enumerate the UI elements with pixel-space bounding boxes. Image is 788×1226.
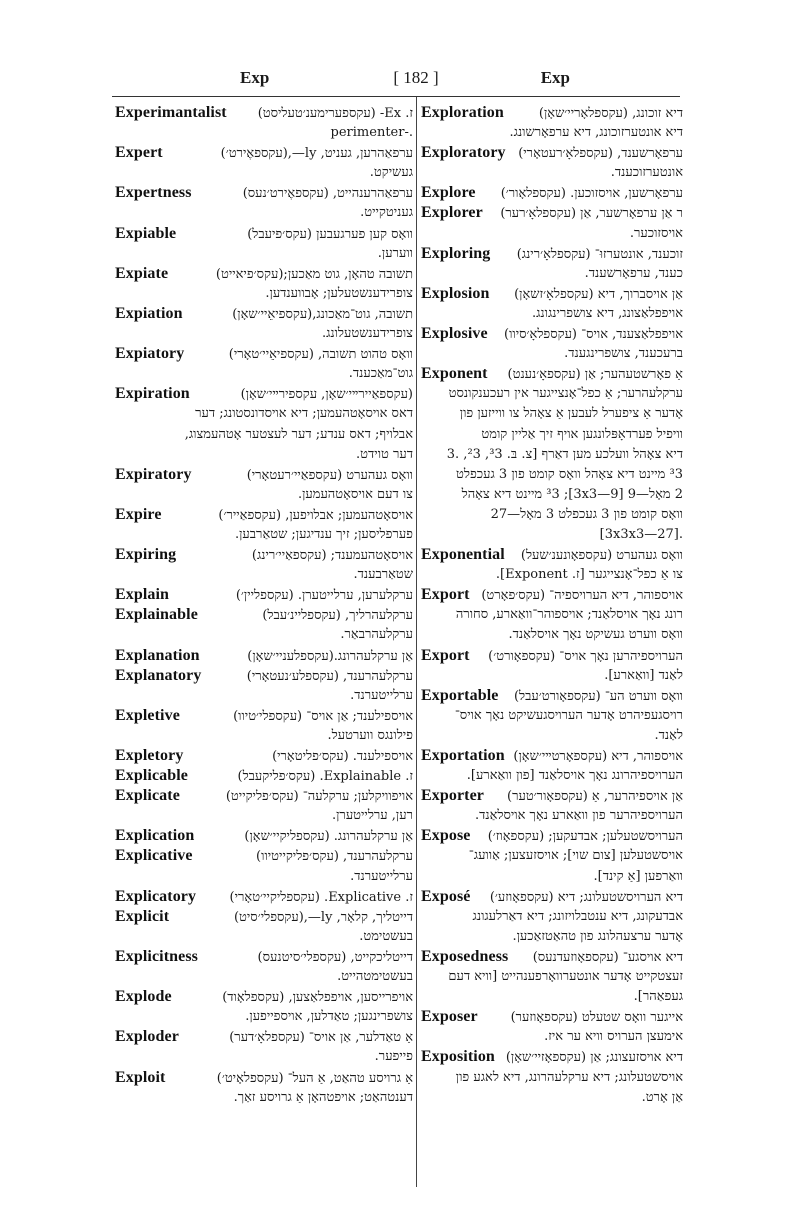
definition-text: לאַנד. bbox=[654, 727, 683, 743]
dictionary-entry bbox=[421, 947, 683, 967]
definition-text: ערפאַהרענהייט, (עקספאֶירט׳נעס) bbox=[242, 186, 413, 202]
dictionary-entry bbox=[115, 666, 413, 686]
definition-text: 2 מאָל—9 [3x3—9]; ³3 מיינט דיא צאָהל bbox=[461, 486, 683, 502]
definition-text: וואָס ווערט הע־ (עקספאָורט׳עבל) bbox=[513, 688, 683, 704]
definition-text: אַן אויספיהרער, אַ (עקספאָור׳טער) bbox=[507, 789, 683, 805]
definition-text: פילונגס ווערטעל. bbox=[327, 727, 413, 743]
definition-text: הערויסשטעלען; אבדעקען; (עקספאָוז׳) bbox=[487, 829, 683, 845]
left-column bbox=[115, 103, 413, 1108]
definition-text: בעשטימטהייט. bbox=[337, 969, 413, 985]
dictionary-entry bbox=[115, 384, 413, 404]
headword: Exposition bbox=[421, 1048, 495, 1066]
dictionary-entry bbox=[115, 545, 413, 565]
entry-continuation bbox=[421, 304, 683, 324]
definition-text: אַן אויסברוך, דיא (עקספלאָ׳זשאָן) bbox=[514, 286, 683, 302]
definition-text: אויספוהר, דיא הערויספיה־ (עקס׳פאָרט) bbox=[481, 588, 683, 604]
definition-text: רען, ערלייטערן. bbox=[331, 808, 413, 824]
definition-text: געשיקט. bbox=[369, 165, 413, 181]
entry-continuation bbox=[115, 525, 413, 545]
header-rule bbox=[112, 96, 680, 97]
dictionary-entry bbox=[421, 585, 683, 605]
entry-continuation bbox=[421, 927, 683, 947]
definition-text: אַ גרויסע טהאַט, אַ העל־ (עקספלאָיט׳) bbox=[216, 1070, 413, 1086]
entry-continuation bbox=[421, 726, 683, 746]
headword: Exploration bbox=[421, 104, 504, 121]
definition-text: וואָס קומט פון 3 געכפלט 3 מאָל—27 bbox=[490, 506, 683, 522]
definition-text: אויספילענד; אַן אויס־ (עקספלי׳טיוו) bbox=[233, 708, 413, 724]
headword: Expose bbox=[421, 827, 471, 845]
headword: Experimantalist bbox=[115, 104, 227, 121]
definition-text: ערפאַהרען, געניט, ly—,(עקספאֶירט׳) bbox=[220, 146, 413, 162]
definition-text: .[3x3x3—27] bbox=[599, 526, 683, 542]
dictionary-entry bbox=[115, 264, 413, 284]
dictionary-entry bbox=[421, 746, 683, 766]
definition-text: לאַנד [וואַארע]. bbox=[604, 667, 683, 683]
headword: Exponential bbox=[421, 546, 505, 564]
entry-continuation bbox=[115, 1007, 413, 1027]
definition-text: אבדעקונג, דיא ענטבלויזונג; דיא דאַרלעגונג bbox=[472, 908, 683, 924]
dictionary-entry bbox=[115, 706, 413, 726]
headword: Exposedness bbox=[421, 947, 509, 965]
dictionary-entry bbox=[115, 646, 413, 666]
definition-text: געניטקייט. bbox=[360, 205, 413, 221]
headword: Explode bbox=[115, 988, 172, 1006]
headword: Explicitness bbox=[115, 947, 198, 965]
entry-continuation bbox=[115, 1047, 413, 1067]
dictionary-entry bbox=[421, 646, 683, 666]
dictionary-entry bbox=[115, 143, 413, 163]
headword: Exposé bbox=[421, 887, 471, 905]
headword: Explosion bbox=[421, 284, 490, 302]
dictionary-entry bbox=[115, 344, 413, 364]
definition-text: תשובה, גוט־מאַכונג,(עקספיאֵיי׳שאָן) bbox=[232, 306, 413, 322]
entry-continuation bbox=[421, 485, 683, 505]
entry-continuation bbox=[115, 625, 413, 645]
definition-text: ערקלערען, ערלייטערן. (עקספליין׳) bbox=[235, 588, 413, 604]
definition-text: דיא אויסגע־ (עקספאָוזעדנעס) bbox=[532, 949, 683, 965]
headword: Explainable bbox=[115, 606, 198, 624]
right-guide-word: Exp bbox=[540, 68, 570, 87]
dictionary-entry bbox=[115, 585, 413, 605]
headword: Explosive bbox=[421, 325, 488, 343]
definition-text: וואָס געהערט (עקספאַיי׳רעטאָרי) bbox=[246, 467, 413, 483]
definition-text: ערקלעהרבאַר. bbox=[340, 627, 413, 643]
entry-continuation bbox=[115, 123, 413, 143]
dictionary-entry bbox=[115, 786, 413, 806]
headword: Explicable bbox=[115, 767, 189, 785]
column-divider bbox=[416, 97, 417, 1187]
definition-text: ערקלעהרער; אַ כפל־אָנצייגער אין רעכענקונסט bbox=[448, 386, 683, 402]
entry-continuation bbox=[421, 505, 683, 525]
definition-text: ר אַן ערפאָרשער, אַן (עקספלאָ׳רער) bbox=[500, 206, 683, 222]
entry-continuation bbox=[421, 907, 683, 927]
page-number: [ 182 ] bbox=[393, 68, 439, 87]
entry-continuation bbox=[421, 766, 683, 786]
headword: Exportable bbox=[421, 686, 499, 704]
dictionary-entry bbox=[115, 1027, 413, 1047]
definition-text: צו דעם אויסאָטהעמען. bbox=[297, 486, 413, 502]
entry-continuation bbox=[421, 867, 683, 887]
definition-text: כענד, ערפאָרשענד. bbox=[584, 265, 683, 281]
entry-continuation bbox=[421, 1088, 683, 1108]
definition-text: דער טוידט. bbox=[356, 446, 413, 462]
dictionary-entry bbox=[115, 304, 413, 324]
entry-continuation bbox=[421, 706, 683, 726]
dictionary-entry bbox=[421, 826, 683, 846]
definition-text: אויפפלאַצענד, אויס־ (עקספלאָ׳סיוו) bbox=[504, 327, 683, 343]
definition-text: וויפיל פערדאָפּלונגען אויף זיך אַליין קומט bbox=[481, 426, 683, 442]
headword: Exposer bbox=[421, 1008, 478, 1026]
dictionary-entry bbox=[115, 505, 413, 525]
definition-text: דייטליך, קלאָר, ly—,(עקספלי׳סיט) bbox=[233, 909, 413, 925]
entry-continuation bbox=[115, 364, 413, 384]
dictionary-entry bbox=[421, 1047, 683, 1067]
definition-text: .-perimenter bbox=[330, 125, 413, 141]
headword: Explicit bbox=[115, 907, 170, 925]
headword: Expiate bbox=[115, 264, 169, 282]
headword: Exponent bbox=[421, 365, 488, 383]
entry-continuation bbox=[115, 404, 413, 424]
headword: Expiation bbox=[115, 304, 183, 322]
definition-text: אויפוויקלען; ערקלעה־ (עקס׳פליקייט) bbox=[225, 789, 413, 805]
definition-text: ערלייטערנד. bbox=[350, 687, 413, 703]
definition-text: אַ טאַדלער, אַן אויס־ (עקספלאָ׳דער) bbox=[229, 1030, 413, 1046]
dictionary-entry bbox=[421, 143, 683, 163]
entry-continuation bbox=[421, 967, 683, 987]
definition-text: תשובה טהאָן, גוט מאַכען;(עקס׳פיאייט) bbox=[215, 266, 413, 282]
definition-text: אבלויף; דאס ענדע; דער לעצטער אָטהעמצוג, bbox=[184, 426, 413, 442]
entry-continuation bbox=[421, 565, 683, 585]
entry-continuation bbox=[115, 445, 413, 465]
left-guide-word: Exp bbox=[240, 68, 270, 87]
definition-text: ערקלעהרליך, (עקספליינ׳עבל) bbox=[262, 608, 413, 624]
headword: Exploratory bbox=[421, 144, 506, 162]
definition-text: אַן אָרט. bbox=[641, 1089, 683, 1105]
entry-continuation bbox=[115, 565, 413, 585]
entry-continuation bbox=[115, 163, 413, 183]
headword: Expire bbox=[115, 505, 162, 523]
dictionary-entry bbox=[421, 545, 683, 565]
entry-continuation bbox=[115, 324, 413, 344]
definition-text: ³3 מיינט דיא צאָהל וואָס קומט פון 3 געכפלט bbox=[456, 466, 683, 482]
headword: Explicatory bbox=[115, 887, 197, 905]
dictionary-entry bbox=[421, 786, 683, 806]
definition-text: הערויספיהרונג נאָך אויסלאַנד [פון וואַארע]. bbox=[466, 768, 683, 784]
definition-text: צופרידענשטעלונג. bbox=[321, 326, 413, 342]
definition-text: הערויספיהרען נאָך אויס־ (עקספאָורט׳) bbox=[488, 648, 683, 664]
entry-continuation bbox=[421, 224, 683, 244]
entry-continuation bbox=[115, 927, 413, 947]
definition-text: דיא הערויסשטעלונג; דיא (עקספאָוזע׳) bbox=[489, 889, 683, 905]
headword: Export bbox=[421, 646, 470, 664]
definition-text: פערפליסען; זיך ענדיגען; שטאַרבען. bbox=[234, 526, 413, 542]
definition-text: ערפאָרשען, אויסזוכען. (עקספלאָור׳) bbox=[500, 186, 683, 202]
entry-continuation bbox=[421, 465, 683, 485]
dictionary-entry bbox=[115, 183, 413, 203]
headword: Explanation bbox=[115, 646, 200, 664]
definition-text: ז. Ex- (עקספערימענ׳טעליסט) bbox=[257, 106, 413, 121]
dictionary-entry bbox=[115, 846, 413, 866]
headword: Expiring bbox=[115, 546, 177, 564]
definition-text: ז. Explainable. (עקס׳פליקעבל) bbox=[237, 769, 413, 785]
headword: Export bbox=[421, 586, 470, 604]
definition-text: דענטהאַט; אויפטהאָן אַ גרויסע זאַך. bbox=[233, 1089, 413, 1105]
definition-text: אויסזוכער. bbox=[629, 225, 683, 241]
entry-continuation bbox=[115, 686, 413, 706]
definition-text: אונטערזוכענד. bbox=[610, 165, 683, 181]
dictionary-entry bbox=[421, 887, 683, 907]
definition-text: (עקספאַיירײי׳שאָן, עקספירײי׳שאָן) bbox=[240, 387, 413, 403]
entry-continuation bbox=[115, 284, 413, 304]
right-column bbox=[421, 103, 683, 1108]
headword: Explain bbox=[115, 586, 170, 604]
definition-text: דיא צאָהל וועלכע מען דאַרף [צ. בּ. ³3, ²3, .3 bbox=[446, 446, 683, 462]
dictionary-entry bbox=[421, 203, 683, 223]
entry-continuation bbox=[115, 867, 413, 887]
definition-text: געפאַהר]. bbox=[633, 989, 683, 1005]
entry-continuation bbox=[421, 1068, 683, 1088]
definition-text: ערלייטערנד. bbox=[350, 868, 413, 884]
definition-text: דיא אונטערזוכונג, דיא ערפאָרשונג. bbox=[509, 125, 683, 141]
definition-text: דיא אויסזעצונג; אַן (עקספאָזיי׳שאָן) bbox=[505, 1050, 683, 1066]
headword: Expletory bbox=[115, 747, 184, 764]
entry-continuation bbox=[421, 123, 683, 143]
headword: Explicate bbox=[115, 787, 180, 805]
definition-text: צופרידענשטעלען; אָבווענדען. bbox=[265, 285, 413, 301]
definition-text: אייגער וואָס שטעלט (עקספאָוזער) bbox=[510, 1010, 683, 1026]
definition-text: זוכענד, אונטערזוּ־ (עקספלאָ׳רינג) bbox=[516, 246, 683, 262]
dictionary-entry bbox=[421, 364, 683, 384]
dictionary-entry bbox=[115, 826, 413, 846]
entry-continuation bbox=[421, 1027, 683, 1047]
headword: Expert bbox=[115, 144, 163, 162]
dictionary-entry bbox=[115, 103, 413, 123]
entry-continuation bbox=[115, 1088, 413, 1108]
entry-continuation bbox=[115, 806, 413, 826]
dictionary-entry bbox=[115, 766, 413, 786]
dictionary-entry bbox=[115, 947, 413, 967]
entry-continuation bbox=[421, 264, 683, 284]
headword: Exporter bbox=[421, 787, 485, 805]
dictionary-entry bbox=[115, 605, 413, 625]
definition-text: אָדער אַ ציפערל לעבען אַ צאָהל צו ווייזען פון bbox=[459, 406, 683, 422]
entry-continuation bbox=[115, 244, 413, 264]
entry-continuation bbox=[421, 163, 683, 183]
entry-continuation bbox=[421, 404, 683, 424]
dictionary-entry bbox=[115, 887, 413, 907]
entry-continuation bbox=[115, 425, 413, 445]
definition-text: ערקלעהרענד, (עקספלע׳נעטאָרי) bbox=[246, 668, 413, 684]
definition-text: צושפרינגען; טאַדלען, אויספייפען. bbox=[245, 1009, 413, 1025]
dictionary-entry bbox=[421, 686, 683, 706]
headword: Expiatory bbox=[115, 345, 185, 363]
definition-text: ז. Explicative. (עקספליקיי׳טאָרי) bbox=[229, 889, 413, 905]
running-header bbox=[226, 66, 606, 92]
definition-text: פייפער. bbox=[374, 1049, 413, 1065]
definition-text: וואָס טהוט תשובה, (עקספיאֵיי׳טאָרי) bbox=[228, 347, 413, 363]
headword: Exportation bbox=[421, 747, 505, 764]
entry-continuation bbox=[421, 344, 683, 364]
entry-continuation bbox=[421, 666, 683, 686]
dictionary-entry bbox=[115, 224, 413, 244]
definition-text: רויסגעפיהרט אָדער הערויסגעשיקט נאָך אויס־ bbox=[454, 707, 683, 723]
definition-text: אויפרייסען, אויפפלאַצען, (עקספלאָוד) bbox=[222, 990, 413, 1006]
definition-text: דיא זוכונג, (עקספלאָריי׳שאָן) bbox=[538, 106, 683, 121]
definition-text: אָדער ערצעהלונג פון טהאַטזאַכען. bbox=[512, 928, 683, 944]
entry-continuation bbox=[115, 726, 413, 746]
definition-text: אויסאָטהעמענד; (עקספאַיי׳רינג) bbox=[251, 548, 413, 564]
headword: Explicative bbox=[115, 847, 193, 865]
entry-continuation bbox=[421, 384, 683, 404]
definition-text: צו אַ כפל־אָנצייגער [ז. Exponent]. bbox=[495, 567, 683, 583]
definition-text: אויסאָטהעמען; אבלויפען, (עקספאַייר׳) bbox=[218, 507, 413, 523]
headword: Exploit bbox=[115, 1068, 166, 1086]
headword: Exploring bbox=[421, 244, 491, 262]
headword: Explore bbox=[421, 184, 476, 202]
definition-text: אַן ערקלעהרונג. (עקספליקיי׳שאָן) bbox=[244, 829, 413, 845]
definition-text: אויפפלאַצונג, דיא צושפרינגונג. bbox=[532, 305, 683, 321]
definition-text: אויסשטעלונג; דיא ערקלעהרונג, דיא לאגע פון bbox=[455, 1069, 683, 1085]
definition-text: אימעצן הערויס וויא ער איז. bbox=[544, 1029, 683, 1045]
definition-text: רונג נאָך אויסלאַנד; אויספוהר־וואַארע, סחורה bbox=[455, 607, 683, 623]
entry-continuation bbox=[421, 625, 683, 645]
headword: Expertness bbox=[115, 184, 192, 202]
definition-text: אויספוהר, דיא (עקספאָרטײי׳שאָן) bbox=[513, 749, 683, 764]
definition-text: וואַרפען [אַ קינד]. bbox=[593, 868, 683, 884]
entry-continuation bbox=[115, 485, 413, 505]
dictionary-entry bbox=[421, 284, 683, 304]
definition-text: ברעכענד, צושפרינגענד. bbox=[564, 346, 683, 362]
dictionary-entry bbox=[115, 907, 413, 927]
definition-text: הערויספיהרער פון וואַארע נאָך אויסלאַנד. bbox=[475, 808, 683, 824]
definition-text: בעשטימט. bbox=[359, 928, 413, 944]
definition-text: אויספילענד. (עקס׳פליטאָרי) bbox=[272, 749, 413, 764]
dictionary-entry bbox=[421, 1007, 683, 1027]
definition-text: אַן ערקלעהרונג.(עקספלעניי׳שאָן) bbox=[247, 648, 413, 664]
definition-text: זעצטקייט אָדער אונטערוואָרפענהייט [וויא דעם bbox=[448, 969, 683, 985]
dictionary-entry bbox=[115, 987, 413, 1007]
entry-continuation bbox=[421, 605, 683, 625]
definition-text: וואָס קען פערגעבען (עקס׳פיעבל) bbox=[247, 226, 413, 242]
headword: Explication bbox=[115, 827, 195, 845]
definition-text: שטאַרבענד. bbox=[353, 567, 413, 583]
headword: Expiratory bbox=[115, 465, 192, 483]
definition-text: גוט־מאַכענד. bbox=[348, 366, 413, 382]
headword: Explanatory bbox=[115, 666, 202, 684]
headword: Exploder bbox=[115, 1028, 179, 1046]
entry-continuation bbox=[421, 525, 683, 545]
entry-continuation bbox=[421, 987, 683, 1007]
entry-continuation bbox=[115, 967, 413, 987]
dictionary-entry bbox=[421, 324, 683, 344]
definition-text: אויסשטעלען [צום שוי]; אויסזעצען; אַוועג־ bbox=[468, 848, 683, 864]
dictionary-entry bbox=[115, 465, 413, 485]
definition-text: ערקלעהרענד, (עקס׳פליקייטיוו) bbox=[256, 849, 413, 865]
entry-continuation bbox=[421, 425, 683, 445]
entry-continuation bbox=[421, 806, 683, 826]
dictionary-entry bbox=[421, 183, 683, 203]
dictionary-entry bbox=[115, 1068, 413, 1088]
dictionary-entry bbox=[115, 746, 413, 766]
headword: Explorer bbox=[421, 204, 483, 222]
headword: Expletive bbox=[115, 706, 180, 724]
definition-text: וואָס געהערט (עקספאָונענ׳שעל) bbox=[520, 548, 683, 564]
definition-text: אַ פאָרשטעהער; אַן (עקספאָ׳נענט) bbox=[507, 367, 683, 383]
entry-continuation bbox=[421, 445, 683, 465]
definition-text: ווערען. bbox=[377, 245, 413, 261]
dictionary-entry bbox=[421, 103, 683, 123]
dictionary-entry bbox=[421, 244, 683, 264]
definition-text: דייטליכקייט, (עקספלי׳סיטנעס) bbox=[257, 949, 413, 965]
definition-text: וואָס ווערט געשיקט נאָך אויסלאַנד. bbox=[508, 627, 683, 643]
headword: Expiable bbox=[115, 224, 177, 242]
headword: Expiration bbox=[115, 385, 190, 403]
definition-text: דאס אויסאָטהעמען; דיא אויסדונסטונג; דער bbox=[195, 406, 413, 422]
entry-continuation bbox=[421, 846, 683, 866]
definition-text: ערפאָרשענד, (עקספלאָ׳רעטאָרי) bbox=[518, 146, 683, 162]
entry-continuation bbox=[115, 203, 413, 223]
